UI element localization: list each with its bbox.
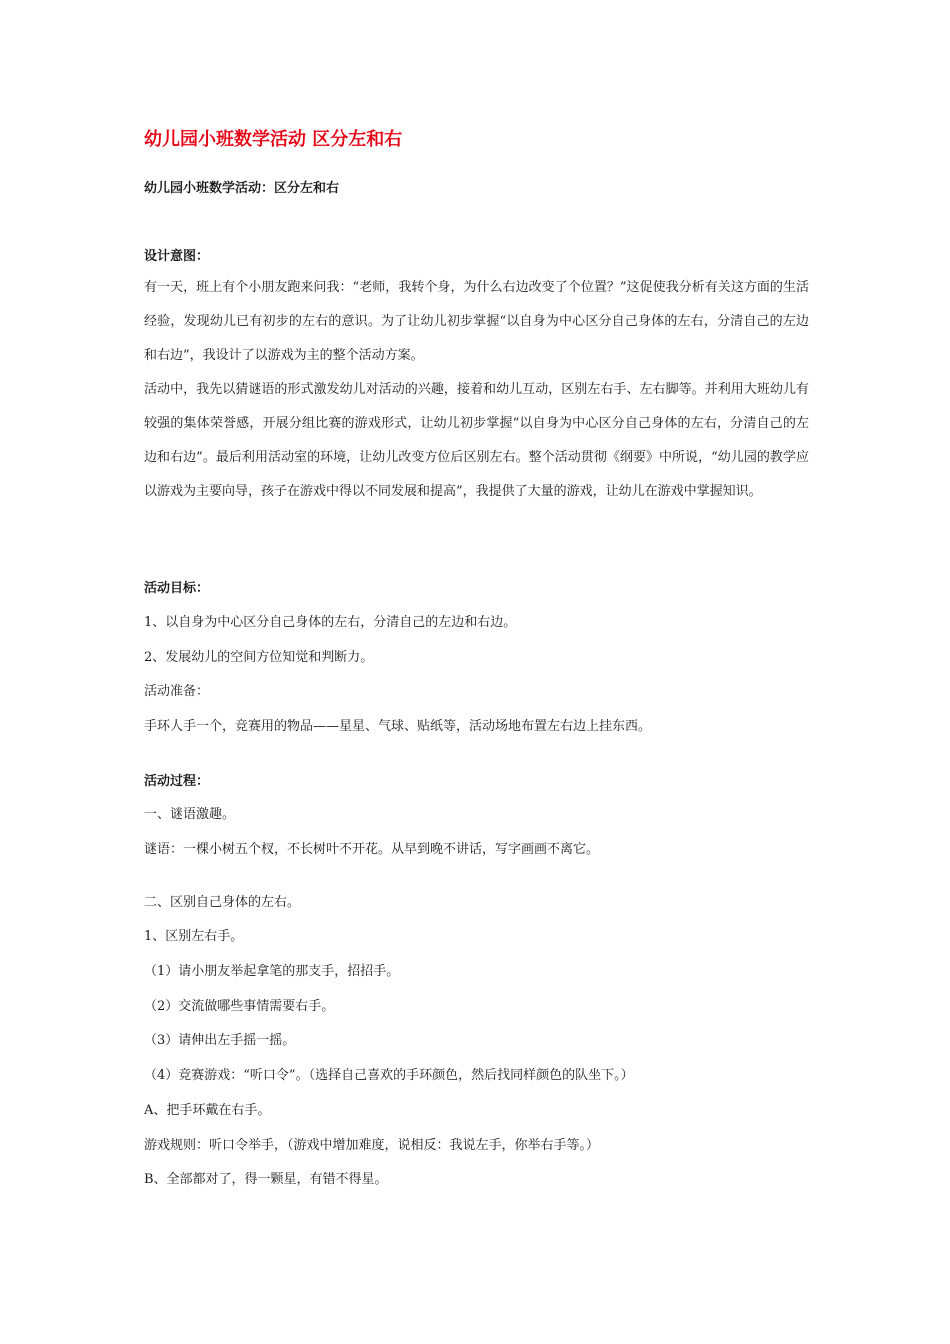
design-intent-paragraph-1: 有一天，班上有个小朋友跑来问我：“老师，我转个身，为什么右边改变了个位置？”这促使我分析有关这方面的生活经验，发现幼儿已有初步的左右的意识。为了让幼儿初步掌握“以自身为中心区分自己身体的左右，分清自己的左边和右边”，我设计了以游戏为主的整个活动方案。 bbox=[144, 280, 809, 363]
design-intent-heading: 设计意图： bbox=[144, 249, 210, 264]
sub-item-1: （1）请小朋友举起拿笔的那支手，招招手。 bbox=[144, 964, 400, 979]
goal-item-2: 2、发展幼儿的空间方位知觉和判断力。 bbox=[144, 650, 374, 665]
game-rule: 游戏规则：听口令举手，（游戏中增加难度，说相反：我说左手，你举右手等。） bbox=[144, 1138, 600, 1153]
document-subtitle: 幼儿园小班数学活动：区分左和右 bbox=[144, 181, 340, 196]
preparation-label: 活动准备： bbox=[144, 684, 210, 699]
item-a: A、把手环戴在右手。 bbox=[144, 1103, 271, 1118]
process-step-2: 二、区别自己身体的左右。 bbox=[144, 895, 301, 910]
sub-item-3: （3）请伸出左手摇一摇。 bbox=[144, 1033, 296, 1048]
goals-heading: 活动目标： bbox=[144, 581, 210, 596]
riddle-text: 谜语：一棵小树五个杈，不长树叶不开花。从早到晚不讲话，写字画画不离它。 bbox=[144, 842, 600, 857]
design-intent-paragraph-2: 活动中，我先以猜谜语的形式激发幼儿对活动的兴趣，接着和幼儿互动，区别左右手、左右脚等。并利用大班幼儿有较强的集体荣誉感，开展分组比赛的游戏形式，让幼儿初步掌握“以自身为中心区分自己身体的左右，分清自己的左边和右边”。最后利用活动室的环境，让幼儿改变方位后区别左右。整个活动贯彻《纲要》中所说，“幼儿园的教学应以游戏为主要向导，孩子在游戏中得以不同发展和提高”，我提供了大量的游戏，让幼儿在游戏中掌握知识。 bbox=[144, 382, 809, 499]
preparation-text: 手环人手一个，竞赛用的物品——星星、气球、贴纸等，活动场地布置左右边上挂东西。 bbox=[144, 719, 652, 734]
sub-item-2: （2）交流做哪些事情需要右手。 bbox=[144, 999, 335, 1014]
process-step-1: 一、谜语激趣。 bbox=[144, 807, 236, 822]
item-b: B、全部都对了，得一颗星，有错不得星。 bbox=[144, 1172, 388, 1187]
goal-item-1: 1、以自身为中心区分自己身体的左右，分清自己的左边和右边。 bbox=[144, 615, 517, 630]
document-title: 幼儿园小班数学活动 区分左和右 bbox=[144, 129, 403, 150]
process-heading: 活动过程： bbox=[144, 774, 210, 789]
sub-step-1: 1、区别左右手。 bbox=[144, 929, 244, 944]
sub-item-4: （4）竞赛游戏：“听口令”。（选择自己喜欢的手环颜色，然后找同样颜色的队坐下。） bbox=[144, 1068, 634, 1083]
